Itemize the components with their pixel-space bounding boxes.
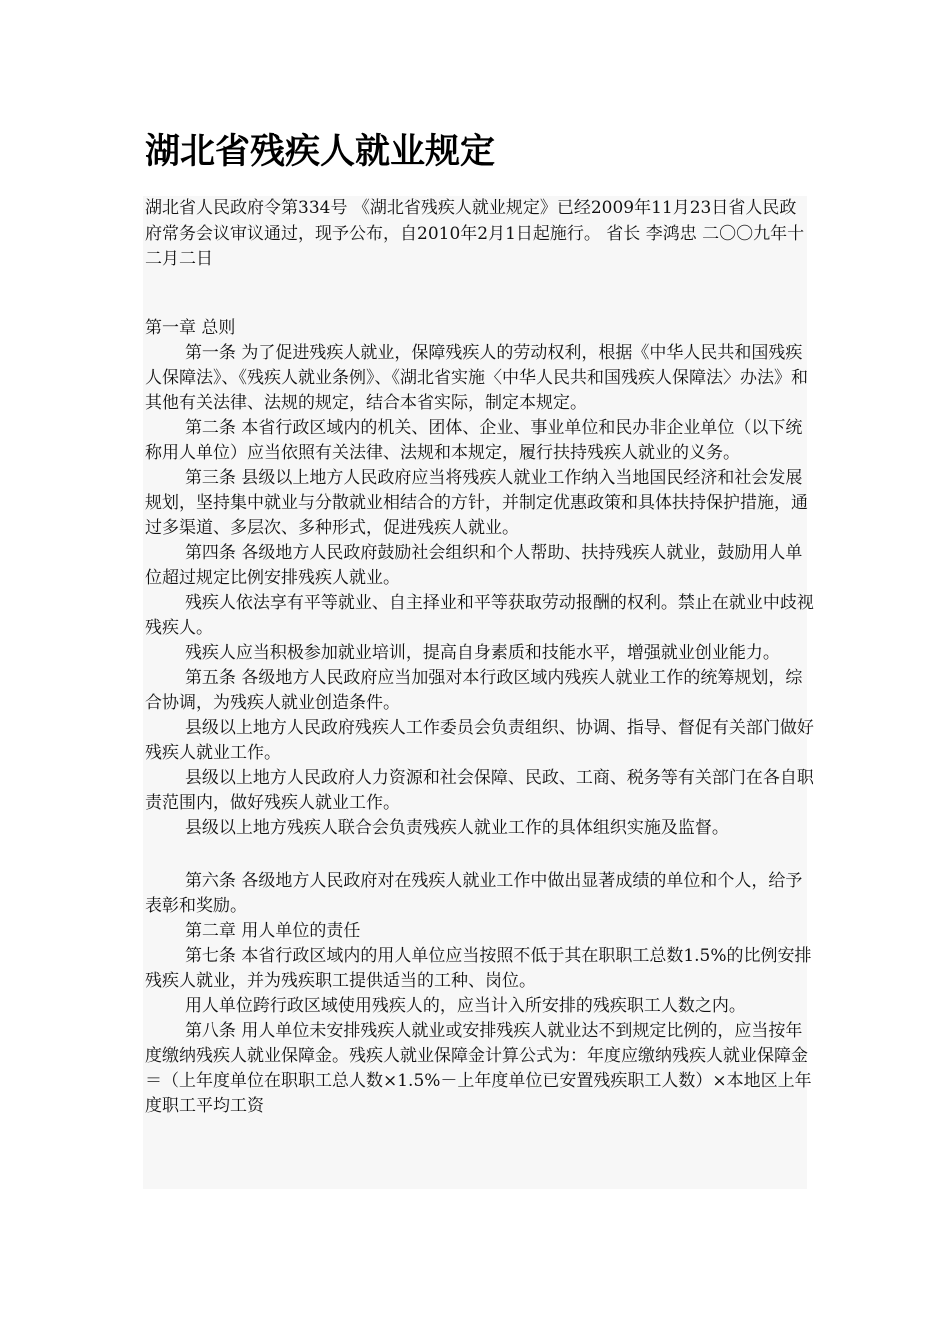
article-paragraph: 县级以上地方人民政府人力资源和社会保障、民政、工商、税务等有关部门在各自职责范围内，做好残疾人就业工作。 <box>145 768 814 813</box>
article-paragraph: 县级以上地方人民政府残疾人工作委员会负责组织、协调、指导、督促有关部门做好残疾人就业工作。 <box>145 718 814 763</box>
article-paragraph: 用人单位跨行政区域使用残疾人的，应当计入所安排的残疾职工人数之内。 <box>184 996 746 1016</box>
article-paragraph: 第五条 各级地方人民政府应当加强对本行政区域内残疾人就业工作的统筹规划，综合协调，为残疾人就业创造条件。 <box>145 668 803 713</box>
article-paragraph: 第七条 本省行政区域内的用人单位应当按照不低于其在职职工总数1.5%的比例安排残疾人就业，并为残疾职工提供适当的工种、岗位。 <box>145 946 812 991</box>
page-title: 湖北省残疾人就业规定 <box>145 132 496 172</box>
article-paragraph: 第八条 用人单位未安排残疾人就业或安排残疾人就业达不到规定比例的，应当按年度缴纳残疾人就业保障金。残疾人就业保障金计算公式为：年度应缴纳残疾人就业保障金＝（上年度单位在职职工总人数×1.5%－上年度单位已安置残疾职工人数）×本地区上年度职工平均工资 <box>145 1021 812 1116</box>
chapter-heading: 第二章 用人单位的责任 <box>184 921 361 941</box>
chapter-heading: 第一章 总则 <box>145 318 236 338</box>
promulgation-notice: 湖北省人民政府令第334号 《湖北省残疾人就业规定》已经2009年11月23日省人民政府常务会议审议通过，现予公布，自2010年2月1日起施行。 省长 李鸿忠 二〇〇九年十二月二日 <box>145 198 805 269</box>
article-paragraph: 第四条 各级地方人民政府鼓励社会组织和个人帮助、扶持残疾人就业，鼓励用人单位超过规定比例安排残疾人就业。 <box>145 543 803 588</box>
document-body <box>143 196 814 1189</box>
regulation-content <box>145 316 815 1119</box>
article-paragraph: 残疾人应当积极参加就业培训，提高自身素质和技能水平，增强就业创业能力。 <box>184 643 780 663</box>
article-paragraph: 第三条 县级以上地方人民政府应当将残疾人就业工作纳入当地国民经济和社会发展规划，坚持集中就业与分散就业相结合的方针，并制定优惠政策和具体扶持保护措施，通过多渠道、多层次、多种形式，促进残疾人就业。 <box>145 468 808 538</box>
article-paragraph: 第一条 为了促进残疾人就业，保障残疾人的劳动权利，根据《中华人民共和国残疾人保障法》、《残疾人就业条例》、《湖北省实施〈中华人民共和国残疾人保障法〉办法》和其他有关法律、法规的规定，结合本省实际，制定本规定。 <box>145 343 808 413</box>
article-paragraph: 残疾人依法享有平等就业、自主择业和平等获取劳动报酬的权利。禁止在就业中歧视残疾人。 <box>145 593 814 638</box>
article-paragraph: 第二条 本省行政区域内的机关、团体、企业、事业单位和民办非企业单位（以下统称用人单位）应当依照有关法律、法规和本规定，履行扶持残疾人就业的义务。 <box>145 418 803 463</box>
paragraph-spacer <box>145 841 815 869</box>
article-paragraph: 第六条 各级地方人民政府对在残疾人就业工作中做出显著成绩的单位和个人，给予表彰和奖励。 <box>145 871 803 916</box>
article-paragraph: 县级以上地方残疾人联合会负责残疾人就业工作的具体组织实施及监督。 <box>184 818 729 838</box>
